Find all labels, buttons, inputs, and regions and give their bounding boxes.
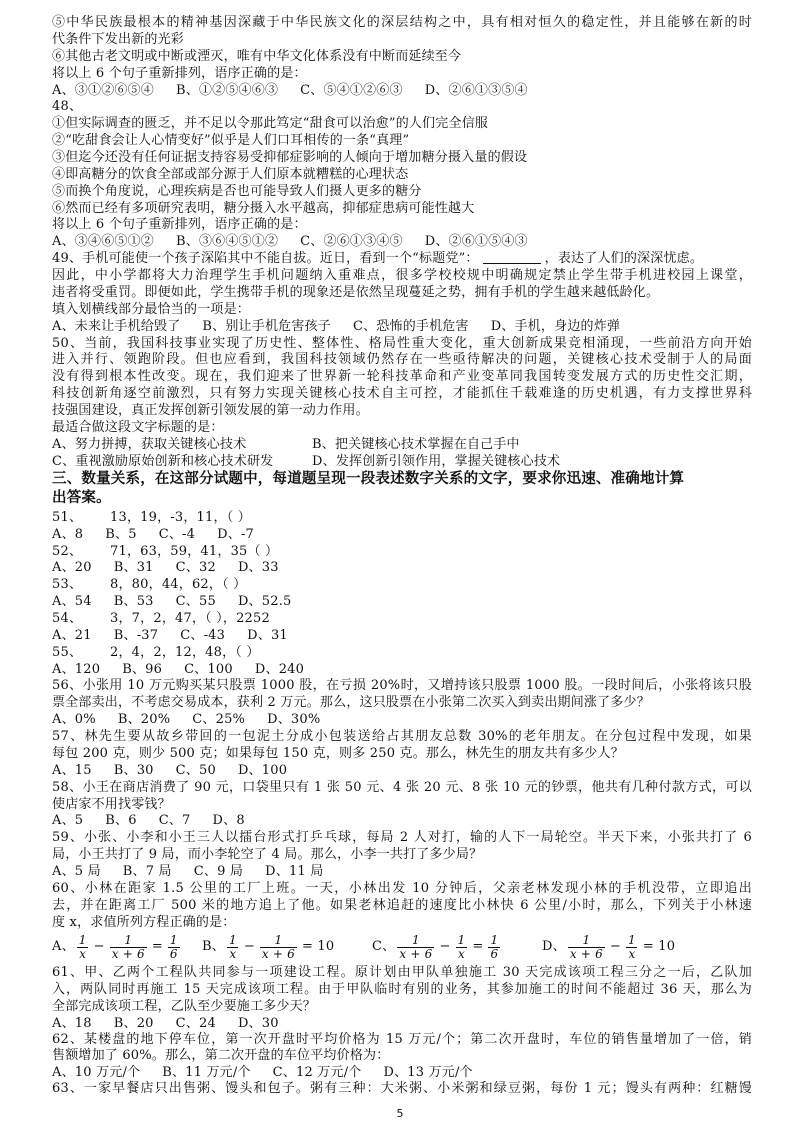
text-line: ⑤中华民族最根本的精神基因深藏于中华民族文化的深层结构之中，具有相对恒久的稳定性，并且能够在新的时 — [52, 15, 752, 30]
fraction: $\frac{1}{x + 6}$ — [111, 932, 145, 961]
option: A、努力拼搏，获取关键核心技术 — [52, 436, 247, 452]
option: D、13 万元/个 — [383, 1064, 473, 1080]
option: A、5 — [52, 813, 84, 829]
option: A、10 万元/个 — [52, 1064, 141, 1080]
text-line: 进入并行、领跑阶段。但也应看到，我国科技领域仍然存在一些亟待解决的问题，关键核心技术受制于人的局面 — [52, 352, 752, 368]
fraction: $\frac{1}{x + 6}$ — [399, 932, 433, 961]
fraction: $\frac{1}{x + 6}$ — [261, 932, 295, 961]
option: B、-37 — [113, 627, 159, 643]
option: A、120 — [52, 661, 101, 677]
text-line: 售额增加了 60%。那么，第二次开盘的车位平均价格为： — [52, 1048, 390, 1064]
section-heading: 出答案。 — [52, 490, 111, 507]
option: A、20 — [52, 560, 92, 576]
text-line: 61、甲、乙两个工程队共同参与一项建设工程。原计划由甲队单独施工 30 天完成该项工程三分之一后，乙队加 — [52, 965, 752, 981]
option-label: C、 — [372, 939, 396, 955]
option: B、别让手机危害孩子 — [202, 318, 331, 334]
options-q59 — [52, 863, 752, 881]
option-label: A、 — [52, 939, 75, 955]
options-q50-row1 — [52, 436, 752, 454]
option-label: B、 — [202, 939, 225, 955]
text-line: ⑥其他古老文明或中断或湮灭，唯有中华文化体系没有中断而延续至今 — [52, 48, 462, 64]
option: A、③④⑥⑤①② — [52, 234, 154, 250]
option: C、100 — [184, 661, 233, 677]
option: D、8 — [212, 813, 245, 829]
page-number: 5 — [396, 1107, 404, 1120]
option: B、30 — [113, 762, 154, 778]
option: A、③①②⑥⑤④ — [52, 82, 154, 98]
number-sequence: 71，63，59，41，35（ ） — [110, 543, 279, 559]
question-number: 53、 — [52, 577, 83, 593]
option: A、0% — [52, 712, 96, 728]
text-line: 因此，中小学都将大力治理学生手机问题纳入重难点，很多学校校规中明确规定禁止学生带手机进校园上课堂， — [52, 268, 752, 283]
text-line: 62、某楼盘的地下停车位，第一次开盘时平均价格为 15 万元/个；第二次开盘时，车位的销售量增加了一倍，销 — [52, 1032, 752, 1048]
option: D、240 — [254, 661, 305, 677]
option: A、15 — [52, 762, 92, 778]
option: B、5 — [105, 526, 137, 542]
equation-option-d: D、 $\frac{1}{x + 6}$ − $\frac{1}{x}$ = 10 — [542, 930, 678, 964]
text-line: 度 x，求值所列方程正确的是： — [52, 914, 236, 930]
option: D、②⑥①③⑤④ — [424, 82, 528, 98]
question-number: 54、 — [52, 611, 83, 626]
option: C、24 — [175, 1015, 216, 1031]
option: C、55 — [175, 594, 216, 610]
text-line: ⑤而换个角度说，心理疾病是否也可能导致人们摄人更多的糖分 — [52, 183, 422, 199]
option: C、12 万元/个 — [272, 1064, 362, 1080]
option: C、25% — [192, 712, 246, 728]
text-line: 60、小林在距家 1.5 公里的工厂上班。一天，小林出发 10 分钟后，父亲老林发现小林的手机没带，立即追出 — [52, 880, 752, 896]
fraction: $\frac{1}{x + 6}$ — [569, 932, 603, 961]
options-q48 — [52, 233, 752, 251]
option: D、100 — [237, 762, 288, 778]
equation-option-b: B、 $\frac{1}{x}$ − $\frac{1}{x + 6}$ = 10 — [202, 930, 337, 964]
q49-prefix: 49、手机可能使一个孩子深陷其中不能自拔。近日，看到一个“标题党”： — [52, 251, 479, 267]
text-line: 入，两队同时再施工 15 天完成该项工程。由于甲队临时有别的业务，其参加施工的时间不能超过 36 天，那么为 — [52, 982, 752, 997]
text-line: 58、小王在商店消费了 90 元，口袋里只有 1 张 50 元、4 张 20 元、8 张 10 元的钞票，他共有几种付款方式，可以 — [52, 779, 752, 795]
option: D、②⑥①⑤④③ — [424, 234, 528, 250]
text-line: ②“吃甜食会让人心情变好”似乎是人们口耳相传的一条“真理” — [52, 133, 410, 149]
option: C、重视激励原始创新和核心技术研发 — [52, 453, 274, 469]
text-line: 代条件下发出新的光彩 — [52, 31, 185, 47]
option: D、52.5 — [237, 594, 292, 610]
option: C、⑤④①②⑥③ — [300, 82, 403, 98]
options-q53 — [52, 593, 752, 611]
fraction: $\frac{1}{6}$ — [490, 932, 499, 961]
options-q54 — [52, 627, 752, 645]
option: D、手机，身边的炸弹 — [490, 318, 621, 334]
text-line: 使店家不用找零钱？ — [52, 796, 171, 812]
option: B、31 — [113, 560, 154, 576]
option: C、-43 — [180, 627, 226, 643]
option: C、②⑥①③④⑤ — [300, 234, 403, 250]
series-question — [52, 644, 752, 662]
text-line: 去，并在距离工厂 500 米的地方追上了他。如果老林追赶的速度比小林快 6 公里/小时，那么，下列关于小林速 — [52, 897, 752, 913]
option: A、21 — [52, 627, 92, 643]
option: B、①②⑤④⑥③ — [176, 82, 279, 98]
option: B、③⑥④⑤①② — [176, 234, 279, 250]
question-49-line — [52, 250, 752, 268]
fraction: $\frac{1}{x}$ — [628, 932, 636, 961]
option: D、31 — [247, 627, 288, 643]
number-sequence: 3，7，2，47，（ ），2252 — [110, 611, 270, 626]
option: C、7 — [158, 813, 191, 829]
text-line: 将以上 6 个句子重新排列，语序正确的是： — [52, 217, 307, 233]
option: D、33 — [237, 560, 279, 576]
option: B、11 万元/个 — [162, 1064, 251, 1080]
text-line: ①但实际调查的匮乏，并不足以令那此笃定“甜食可以治愈”的人们完全信服 — [52, 116, 489, 132]
option: B、96 — [122, 661, 163, 677]
text-line: 将以上 6 个句子重新排列，语序正确的是： — [52, 65, 307, 81]
options-q49 — [52, 318, 752, 336]
option: C、50 — [175, 762, 216, 778]
text-line: 违者将受重罚。即便如此，学生携带手机的现象还是依然呈现蔓延之势，拥有手机的学生越来越低龄化。 — [52, 284, 660, 300]
number-sequence: 2，4，2，12，48，（ ） — [110, 644, 260, 660]
text-line: ④即高糖分的饮食全部或部分源于人们原本就糟糕的心理状态 — [52, 166, 409, 182]
text-line: 没有得到根本性改变。现在，我们迎来了世界新一轮科技革命和产业变革同我国转变发展方式的历史性交汇期， — [52, 369, 752, 385]
options-q50-row2 — [52, 453, 752, 471]
section-heading: 三、数量关系，在这部分试题中，每道题呈现一段表述数字关系的文字，要求你迅速、准确地计算 — [52, 471, 685, 488]
fraction: $\frac{1}{x}$ — [78, 932, 87, 961]
number-sequence: 13，19，-3，11，（ ） — [110, 509, 251, 525]
options-q55 — [52, 661, 752, 679]
text-line: 50、当前，我国科技事业实现了历史性、整体性、格局性重大变化，重大创新成果竞相涌现，一些前沿方向开始 — [52, 335, 752, 351]
option: D、发挥创新引领作用，掌握关键核心技术 — [312, 453, 561, 469]
option: C、32 — [175, 560, 216, 576]
text-line: 票全部卖出，不考虑交易成本，获利 2 万元。那么，这只股票在小张第二次买入到卖出期间涨了多少？ — [52, 695, 650, 711]
text-line: 科技创新角逐空前激烈，只有努力实现关键核心技术自主可控，才能抓住千载难逢的历史机遇，有力支撑世界科 — [52, 386, 752, 402]
series-question — [52, 509, 752, 527]
text-line: 57、林先生要从故乡带回的一包泥土分成小包装送给占其朋友总数 30%的老年朋友。在分包过程中发现，如果 — [52, 729, 752, 744]
option: B、6 — [105, 813, 137, 829]
text-line: 技强国建设，真正发挥创新引领发展的第一动力作用。 — [52, 402, 369, 418]
option: A、5 局 — [52, 864, 101, 879]
option: A、18 — [52, 1015, 92, 1031]
fraction: $\frac{1}{6}$ — [169, 932, 178, 961]
text-line: 最适合做这段文字标题的是： — [52, 419, 224, 435]
options-q57 — [52, 762, 752, 780]
series-question — [52, 576, 752, 594]
option: D、30% — [267, 712, 321, 728]
fraction: $\frac{1}{x}$ — [228, 932, 237, 961]
equation-option-a: A、 $\frac{1}{x}$ − $\frac{1}{x + 6}$ = $\frac{1}{6}$ — [52, 930, 182, 964]
option: D、30 — [237, 1015, 279, 1031]
options-row — [52, 1015, 752, 1033]
question-number: 51、 — [52, 509, 83, 525]
q49-suffix: ，表达了人们的深深忧虑。 — [544, 251, 704, 267]
question-number: 52、 — [52, 543, 83, 559]
text-line: ③但迄今还没有任何证据支持容易受抑郁症影响的人倾向于增加糖分摄入量的假设 — [52, 149, 528, 165]
option-label: D、 — [542, 939, 566, 955]
option: C、-4 — [158, 526, 196, 542]
text-line: 局，小王共打了 9 局，而小李轮空了 4 局。那么，小李一共打了多少局？ — [52, 847, 483, 863]
options-q51 — [52, 526, 752, 544]
fill-blank — [483, 251, 541, 264]
option: B、53 — [113, 594, 154, 610]
options-q47 — [52, 82, 752, 100]
option: B、7 局 — [122, 864, 172, 879]
options-q58 — [52, 812, 752, 830]
option: B、20% — [117, 712, 171, 728]
option: A、54 — [52, 594, 92, 610]
options-q56 — [52, 711, 752, 729]
option: D、11 局 — [265, 864, 324, 879]
series-question — [52, 543, 752, 561]
option: B、20 — [113, 1015, 154, 1031]
equation-options-q60 — [52, 930, 752, 964]
text-line: 63、一家早餐店只出售粥、馒头和包子。粥有三种：大米粥、小米粥和绿豆粥，每份 1 元；馒头有两种：红糖馒 — [52, 1081, 752, 1096]
options-q52 — [52, 559, 752, 577]
text-line: 填入划横线部分最恰当的一项是： — [52, 301, 251, 317]
option: C、9 局 — [193, 864, 244, 879]
text-line: ⑥然而已经有多项研究表明，糖分摄入水平越高，抑郁症患病可能性越大 — [52, 200, 475, 216]
equation-option-c: C、 $\frac{1}{x + 6}$ − $\frac{1}{x}$ = $\frac{1}{6}$ — [372, 930, 502, 964]
number-sequence: 8，80，44，62，（ ） — [110, 577, 247, 593]
question-number: 48、 — [52, 99, 83, 115]
text-line: 每包 200 克，则少 500 克；如果每包 150 克，则多 250 克。那么，林先生的朋友共有多少人？ — [52, 745, 624, 761]
series-question — [52, 610, 752, 628]
options-row — [52, 1064, 752, 1082]
option: D、-7 — [217, 526, 255, 542]
question-number: 55、 — [52, 644, 83, 660]
fraction: $\frac{1}{x}$ — [457, 932, 466, 961]
text-line: 59、小张、小李和小王三人以擂台形式打乒乓球，每局 2 人对打，输的人下一局轮空。半天下来，小张共打了 6 — [52, 830, 752, 846]
option: A、8 — [52, 526, 84, 542]
text-line: 56、小张用 10 万元购买某只股票 1000 股，在亏损 20%时，又增持该只股票 1000 股。一段时间后，小张将该只股 — [52, 678, 752, 694]
text-line: 全部完成该项工程，乙队至少要施工多少天？ — [52, 998, 317, 1014]
option: A、未来让手机给毁了 — [52, 318, 181, 334]
option: C、恐怖的手机危害 — [352, 318, 469, 334]
option: B、把关键核心技术掌握在自己手中 — [312, 436, 520, 452]
